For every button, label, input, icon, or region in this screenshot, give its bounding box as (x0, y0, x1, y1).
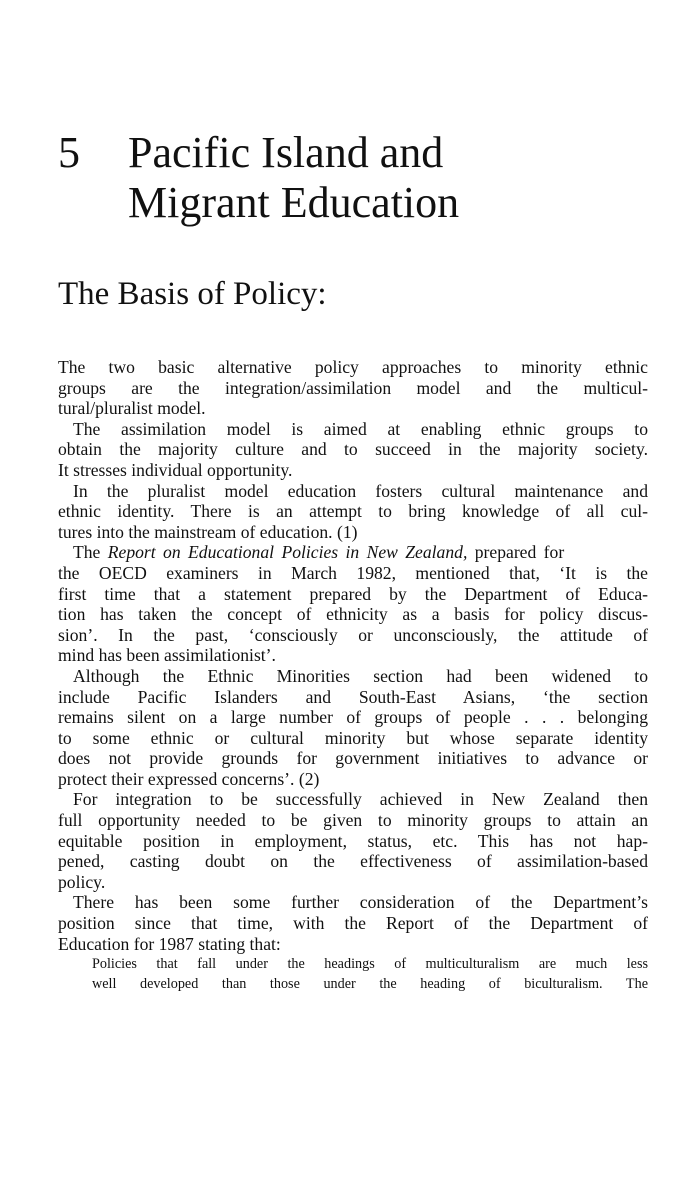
text-line: to some ethnic or cultural minority but whose separate identity (58, 727, 648, 748)
text-line: ethnic identity. There is an attempt to bring knowledge of all cul- (58, 501, 648, 522)
text-line: protect their expressed concerns’. (2) (58, 768, 320, 789)
text-line: does not provide grounds for government initiatives to advance or (58, 748, 648, 769)
text-line: full opportunity needed to be given to minority groups to attain an (58, 810, 648, 831)
text-line: obtain the majority culture and to succeed in the majority society. (58, 439, 648, 460)
text-line: first time that a statement prepared by the Department of Educa- (58, 583, 648, 604)
section-title: The Basis of Policy: (58, 276, 327, 312)
text-line: The two basic alternative policy approaches to minority ethnic (58, 357, 648, 377)
quote-line: well developed than those under the heading of biculturalism. The (92, 976, 648, 993)
text-line: pened, casting doubt on the effectiveness of assimilation-based (58, 851, 648, 872)
text-line: Although the Ethnic Minorities section had been widened to (73, 665, 648, 686)
chapter-heading (58, 128, 658, 238)
text-line: equitable position in employment, status, etc. This has not hap- (58, 830, 648, 851)
text-line: remains silent on a large number of groups of people . . . belonging (58, 707, 648, 728)
text-line: position since that time, with the Report of the Department of (58, 913, 648, 934)
text-line: For integration to be successfully achieved in New Zealand then (73, 789, 648, 810)
text-line: tures into the mainstream of education. (1) (58, 521, 358, 542)
body-text (58, 357, 648, 994)
text-line: In the pluralist model education fosters cultural maintenance and (73, 480, 648, 501)
text-line: tural/pluralist model. (58, 398, 206, 419)
text-line: There has been some further consideration of the Department’s (73, 892, 648, 913)
text-line: policy. (58, 871, 106, 892)
chapter-title (128, 128, 459, 228)
chapter-number: 5 (58, 128, 80, 177)
text-line: mind has been assimilationist’. (58, 645, 276, 666)
text-line (58, 542, 648, 563)
text-line: tion has taken the concept of ethnicity as a basis for policy discus- (58, 604, 648, 625)
text-line: Education for 1987 stating that: (58, 933, 281, 954)
text-line: The assimilation model is aimed at enabling ethnic groups to (73, 418, 648, 439)
quote-line: Policies that fall under the headings of multiculturalism are much less (92, 956, 648, 973)
chapter-title-line-2: Migrant Education (128, 178, 460, 227)
text-line: include Pacific Islanders and South-East Asians, ‘the section (58, 686, 648, 707)
report-title-italic: Report on Educational Policies in New Zealand, (107, 542, 468, 563)
text-line: groups are the integration/assimilation model and the multicul- (58, 377, 648, 398)
text-fragment: prepared for (467, 542, 565, 563)
text-line: sion’. In the past, ‘consciously or unconsciously, the attitude of (58, 624, 648, 645)
text-line: It stresses individual opportunity. (58, 459, 293, 480)
chapter-title-line-1: Pacific Island and (128, 128, 444, 177)
text-line: the OECD examiners in March 1982, mentioned that, ‘It is the (58, 562, 648, 583)
text-fragment: The (73, 542, 108, 563)
